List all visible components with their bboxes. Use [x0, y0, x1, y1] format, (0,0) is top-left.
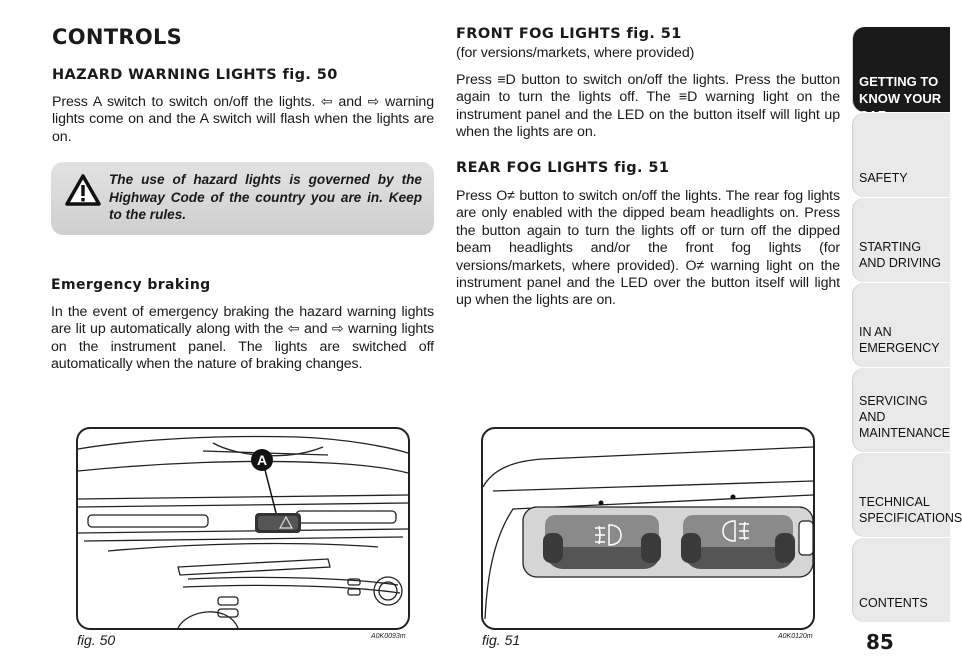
- braking-heading: Emergency braking: [51, 277, 211, 293]
- fig51-code: A0K0120m: [778, 633, 813, 640]
- braking-text: In the event of emergency braking the hazard warning lights are lit up automatically along with the ⇦ and ⇨ warning lights on the instrument panel. The lights are switched off automatically when the nature of braking changes.: [51, 304, 434, 373]
- fig50-code: A0K0093m: [371, 633, 406, 640]
- fog-light-buttons-illustration: [483, 429, 813, 628]
- tab-in-an-emergency[interactable]: [853, 283, 950, 367]
- front-fog-heading: FRONT FOG LIGHTS fig. 51: [456, 26, 682, 42]
- rear-fog-text: Press O≠ button to switch on/off the lights. The rear fog lights are only enabled with the dipped beam headlights on. Press the button again to turn the lights off or turn off the dipped beam headlights and/or the front fog lights (for versions/markets, where provided). O≠ warning light on the instrument panel and the LED over the button itself will light up when the lights are on.: [456, 188, 840, 309]
- front-fog-subtitle: (for versions/markets, where provided): [456, 45, 695, 61]
- tab-label: SERVICING AND MAINTENANCE: [859, 394, 950, 440]
- tab-label: SAFETY: [859, 171, 908, 185]
- page-title: CONTROLS: [52, 25, 183, 49]
- rear-fog-heading: REAR FOG LIGHTS fig. 51: [456, 160, 670, 176]
- tab-label: TECHNICAL SPECIFICATIONS: [859, 495, 962, 525]
- fig51-caption: fig. 51: [482, 632, 521, 648]
- hazard-text: Press A switch to switch on/off the lights. ⇦ and ⇨ warning lights come on and the A switch will flash when the lights are on.: [52, 94, 434, 145]
- tab-servicing-and-maintenance[interactable]: [853, 368, 950, 452]
- tab-safety[interactable]: [853, 113, 950, 197]
- page-number: 85: [866, 630, 894, 654]
- fig50-label: A: [256, 452, 268, 468]
- tab-starting-and-driving[interactable]: [853, 198, 950, 282]
- tab-label: IN AN EMERGENCY: [859, 325, 940, 355]
- fig50-caption: fig. 50: [77, 632, 116, 648]
- tab-label: GETTING TO KNOW YOUR: [859, 74, 942, 106]
- figure-50: [76, 427, 410, 630]
- tab-label: CONTENTS: [859, 596, 928, 610]
- tab-getting-to-know-your-car[interactable]: [853, 27, 950, 112]
- front-fog-text: Press ≡D button to switch on/off the lights. Press the button again to turn the lights off. The ≡D warning light on the instrument panel and the LED on the button itself will light up when the lights are on.: [456, 72, 840, 141]
- rear-fog-button: [681, 515, 795, 569]
- tab-label: STARTING AND DRIVING: [859, 240, 941, 270]
- dashboard-hazard-illustration: [78, 429, 408, 628]
- warning-note: The use of hazard lights is governed by the Highway Code of the country you are in. Keep to the rules.: [109, 172, 422, 222]
- warning-triangle-icon: [64, 173, 102, 207]
- hazard-heading: HAZARD WARNING LIGHTS fig. 50: [52, 67, 338, 83]
- tab-technical-specifications[interactable]: [853, 453, 962, 537]
- tab-contents[interactable]: [853, 538, 950, 622]
- figure-51: [481, 427, 815, 630]
